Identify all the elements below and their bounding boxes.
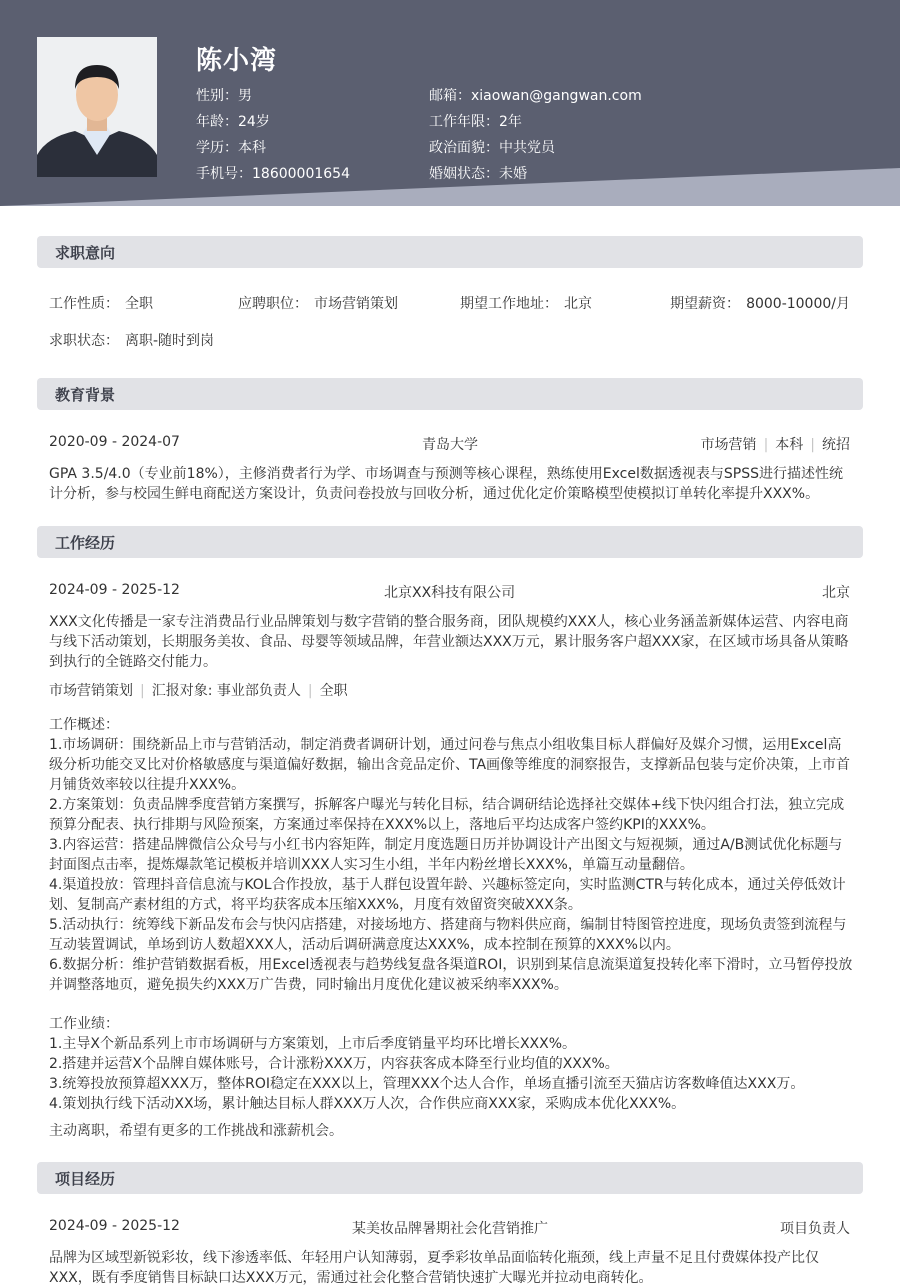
section-title: 求职意向 xyxy=(55,244,116,262)
applied-position-field xyxy=(238,293,398,313)
achievement-item: 1.主导X个新品系列上市市场调研与方案策划，上市后季度销量平均环比增长XXX%。 xyxy=(49,1036,577,1052)
marital-status-value: 未婚 xyxy=(499,166,527,182)
section-header-education xyxy=(37,378,863,410)
school-name: 青岛大学 xyxy=(422,437,478,453)
separator: | xyxy=(810,437,815,453)
overview-item: 4.渠道投放：管理抖音信息流与KOL合作投放，基于人群包设置年龄、兴趣标签定向，实时监测CTR与转化成本，通过关停低效计划、复制高产素材组的方式，将平均获客成本压缩XXX%，月度有效留资突破XXX条。 xyxy=(49,877,846,913)
education-level-label: 学历： xyxy=(196,140,238,156)
work-years-value: 2年 xyxy=(499,114,522,130)
profile-photo xyxy=(37,37,157,177)
achievement-item: 2.搭建并运营X个品牌自媒体账号，合计涨粉XXX万，内容获客成本降至行业均值的XXX%。 xyxy=(49,1056,619,1072)
section-title: 工作经历 xyxy=(55,534,116,552)
separator: | xyxy=(307,683,313,699)
job-role: 市场营销策划 xyxy=(49,683,133,699)
section-header-work xyxy=(37,526,863,558)
section-title: 教育背景 xyxy=(55,386,116,404)
project-period: 2024-09 - 2025-12 xyxy=(49,1218,180,1234)
leave-reason: 主动离职，希望有更多的工作挑战和涨薪机会。 xyxy=(49,1123,343,1139)
section-header-project xyxy=(37,1162,863,1194)
section-title: 项目经历 xyxy=(55,1170,116,1188)
expected-location-value: 北京 xyxy=(564,296,592,312)
political-status-value: 中共党员 xyxy=(499,140,555,156)
phone-value: 18600001654 xyxy=(252,166,350,182)
job-status-field xyxy=(49,330,214,350)
job-nature-field xyxy=(49,293,153,313)
age-field xyxy=(196,111,270,131)
marital-status-label: 婚姻状态： xyxy=(429,166,499,182)
achievement-item: 4.策划执行线下活动XX场，累计触达目标人群XXX万人次，合作供应商XXX家，采购成本优化XXX%。 xyxy=(49,1096,686,1112)
work-tags xyxy=(49,680,348,700)
overview-item: 5.活动执行：统筹线下新品发布会与快闪店搭建，对接场地方、搭建商与物料供应商，编制甘特图管控进度，现场负责签到流程与互动装置调试，单场到访人数超XXX人，活动后调研满意度达XXX%，成本控制在预算的XXX%以内。 xyxy=(49,917,847,953)
gender-field xyxy=(196,85,252,105)
phone-field xyxy=(196,163,350,183)
education-tags xyxy=(701,434,850,454)
achievements-title: 工作业绩： xyxy=(49,1016,119,1032)
work-achievements xyxy=(49,1014,855,1114)
job-type: 全职 xyxy=(319,683,348,699)
major: 市场营销 xyxy=(700,437,757,453)
candidate-name: 陈小湾 xyxy=(196,46,278,76)
job-nature-value: 全职 xyxy=(125,296,153,312)
education-level-field xyxy=(196,137,266,157)
resume-header xyxy=(0,0,900,206)
company-description: XXX文化传播是一家专注消费品行业品牌策划与数字营销的整合服务商，团队规模约XXX人，核心业务涵盖新媒体运营、内容电商与线下活动策划，长期服务美妆、食品、母婴等领域品牌，年营业额达XXX万元，累计服务客户超XXX家，在区域市场具备从策略到执行的全链路交付能力。 xyxy=(49,614,849,670)
job-nature-label: 工作性质： xyxy=(49,296,119,312)
email-field xyxy=(429,85,642,105)
applied-position-label: 应聘职位： xyxy=(238,296,308,312)
separator: | xyxy=(763,437,769,453)
expected-location-label: 期望工作地址： xyxy=(460,296,558,312)
job-status-value: 离职-随时到岗 xyxy=(125,333,215,349)
applied-position-value: 市场营销策划 xyxy=(314,296,398,312)
degree: 本科 xyxy=(775,437,804,453)
project-role: 项目负责人 xyxy=(780,1221,850,1237)
overview-title: 工作概述： xyxy=(49,717,119,733)
overview-item: 3.内容运营：搭建品牌微信公众号与小红书内容矩阵，制定月度选题日历并协调设计产出图文与短视频，通过A/B测试优化标题与封面图点击率，提炼爆款笔记模板并培训XXX人实习生小组，半年内粉丝增长XXX%，单篇互动量翻倍。 xyxy=(49,837,843,873)
age-label: 年龄： xyxy=(196,114,238,130)
education-level-value: 本科 xyxy=(238,140,266,156)
education-description: GPA 3.5/4.0（专业前18%），主修消费者行为学、市场调查与预测等核心课程，熟练使用Excel数据透视表与SPSS进行描述性统计分析，参与校园生鲜电商配送方案设计，负责问卷投放与回收分析，通过优化定价策略模型使模拟订单转化率提升XXX%。 xyxy=(49,466,843,502)
gender-value: 男 xyxy=(238,88,252,104)
age-value: 24岁 xyxy=(238,114,270,130)
section-header-intent xyxy=(37,236,863,268)
job-status-label: 求职状态： xyxy=(49,333,119,349)
report-to: 汇报对象: 事业部负责人 xyxy=(151,683,301,699)
overview-item: 6.数据分析：维护营销数据看板，用Excel透视表与趋势线复盘各渠道ROI，识别到某信息流渠道复投转化率下滑时，立马暂停投放并调整落地页，避免损失约XXX万广告费，同时输出月度优化建议被采纳率XXX%。 xyxy=(49,957,853,993)
gender-label: 性别： xyxy=(196,88,238,104)
phone-label: 手机号： xyxy=(196,166,252,182)
separator: | xyxy=(140,683,145,699)
political-status-label: 政治面貌： xyxy=(429,140,499,156)
project-description: 品牌为区域型新锐彩妆，线下渗透率低、年轻用户认知薄弱，夏季彩妆单品面临转化瓶颈，线上声量不足且付费媒体投产比仅XXX，既有季度销售目标缺口达XXX万元，需通过社会化整合营销快速扩大曝光并拉动电商转化。 xyxy=(49,1250,819,1286)
political-status-field xyxy=(429,137,555,157)
email-label: 邮箱： xyxy=(429,88,471,104)
work-years-label: 工作年限： xyxy=(429,114,499,130)
overview-item: 1.市场调研：围绕新品上市与营销活动，制定消费者调研计划，通过问卷与焦点小组收集目标人群偏好及媒介习惯，运用Excel高级分析功能交叉比对价格敏感度与渠道偏好数据，输出含竞品定价、TA画像等维度的洞察报告，支撑新品包装与定价决策，上市首月铺货效率较以往提升XXX%。 xyxy=(49,737,851,793)
company-name: 北京XX科技有限公司 xyxy=(384,585,516,601)
project-name: 某美妆品牌暑期社会化营销推广 xyxy=(352,1221,548,1237)
overview-item: 2.方案策划：负责品牌季度营销方案撰写，拆解客户曝光与转化目标，结合调研结论选择社交媒体+线下快闪组合打法，独立完成预算分配表、执行排期与风险预案，方案通过率保持在XXX%以上，落地后平均达成客户签约KPI的XXX%。 xyxy=(49,797,845,833)
expected-salary-field xyxy=(670,293,850,313)
expected-salary-value: 8000-10000/月 xyxy=(746,296,850,312)
education-period: 2020-09 - 2024-07 xyxy=(49,434,180,450)
achievement-item: 3.统筹投放预算超XXX万，整体ROI稳定在XXX以上，管理XXX个达人合作，单场直播引流至天猫店访客数峰值达XXX万。 xyxy=(49,1076,805,1092)
expected-location-field xyxy=(460,293,592,313)
work-period: 2024-09 - 2025-12 xyxy=(49,582,180,598)
marital-status-field xyxy=(429,163,527,183)
work-city: 北京 xyxy=(822,585,850,601)
work-years-field xyxy=(429,111,522,131)
enrollment-type: 统招 xyxy=(822,437,850,453)
expected-salary-label: 期望薪资： xyxy=(670,296,741,312)
email-value: xiaowan@gangwan.com xyxy=(471,88,642,104)
work-overview xyxy=(49,715,855,995)
